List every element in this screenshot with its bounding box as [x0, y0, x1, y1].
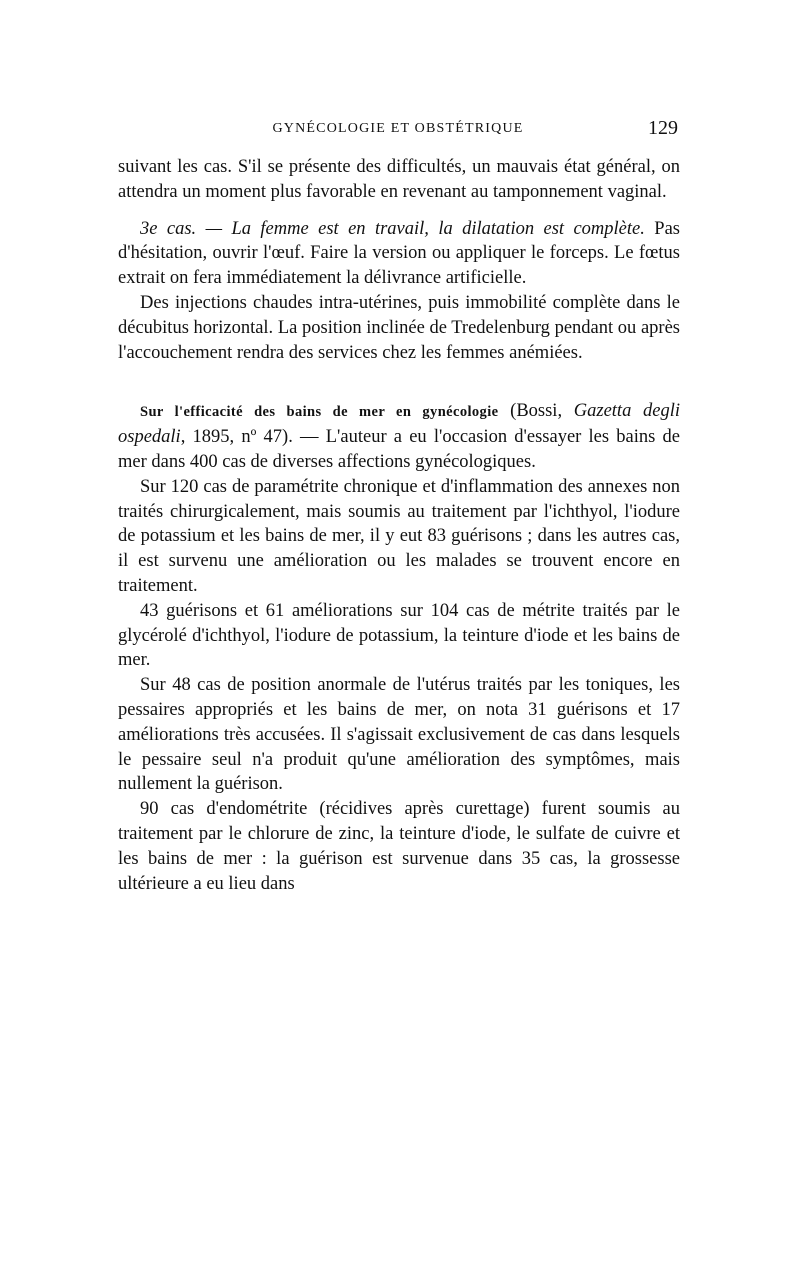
paragraph: Des injections chaudes intra-utérines, puis immobilité complète dans le décubitus horizontal. La position inclinée de Tredelenburg pendant ou après l'accouchement rendra des services chez les femmes anémiées. [118, 292, 680, 363]
article-ref: (Bossi, [498, 401, 574, 422]
case-label: 3e cas. — La femme est en travail, la dilatation est complète. [140, 218, 645, 239]
paragraph [118, 217, 680, 291]
paragraph: Sur 48 cas de position anormale de l'utérus traités par les toniques, les pessaires appropriés et les bains de mer, on nota 31 guérisons et 17 améliorations très accusées. Il s'agissait exclusivement de cas dans lesquels le pessaire seul n'a produit qu'une amélioration des symptômes, mais nullement la guérison. [118, 675, 680, 795]
article-ref: , 1895, nº 47). — L'auteur a eu l'occasion d'essayer les bains de mer dans 400 cas de diverses affections gynécologiques. [118, 427, 680, 472]
paragraph: 90 cas d'endométrite (récidives après curettage) furent soumis au traitement par le chlorure de zinc, la teinture d'iode, le sulfate de cuivre et les bains de mer : la guérison est survenue dans 35 cas, la grossesse ultérieure a eu lieu dans [118, 799, 680, 894]
body-text [118, 155, 680, 896]
article-paragraph [118, 399, 680, 474]
paragraph: Sur 120 cas de paramétrite chronique et d'inflammation des annexes non traités chirurgicalement, mais soumis au traitement par l'ichthyol, l'iodure de potassium et les bains de mer, il y eut 83 guérisons ; dans les autres cas, il est survenu une amélioration ou les malades se trouvent encore en traitement. [118, 476, 680, 596]
running-head: GYNÉCOLOGIE ET OBSTÉTRIQUE [272, 121, 524, 136]
article-title: Sur l'efficacité des bains de mer en gynécologie [140, 404, 499, 421]
journal-name: Gazetta degli ospedali [118, 401, 680, 448]
paragraph-text: Pas d'hésitation, ouvrir l'œuf. Faire la version ou appliquer le forceps. Le fœtus extrait on fera immédiatement la délivrance artificielle. [118, 218, 680, 289]
page-header [118, 117, 678, 141]
paragraph: suivant les cas. S'il se présente des difficultés, un mauvais état général, on attendra un moment plus favorable en revenant au tamponnement vaginal. [118, 157, 680, 202]
paragraph: 43 guérisons et 61 améliorations sur 104 cas de métrite traités par le glycérolé d'ichthyol, l'iodure de potassium, la teinture d'iode et les bains de mer. [118, 600, 680, 671]
page-number: 129 [648, 117, 678, 139]
